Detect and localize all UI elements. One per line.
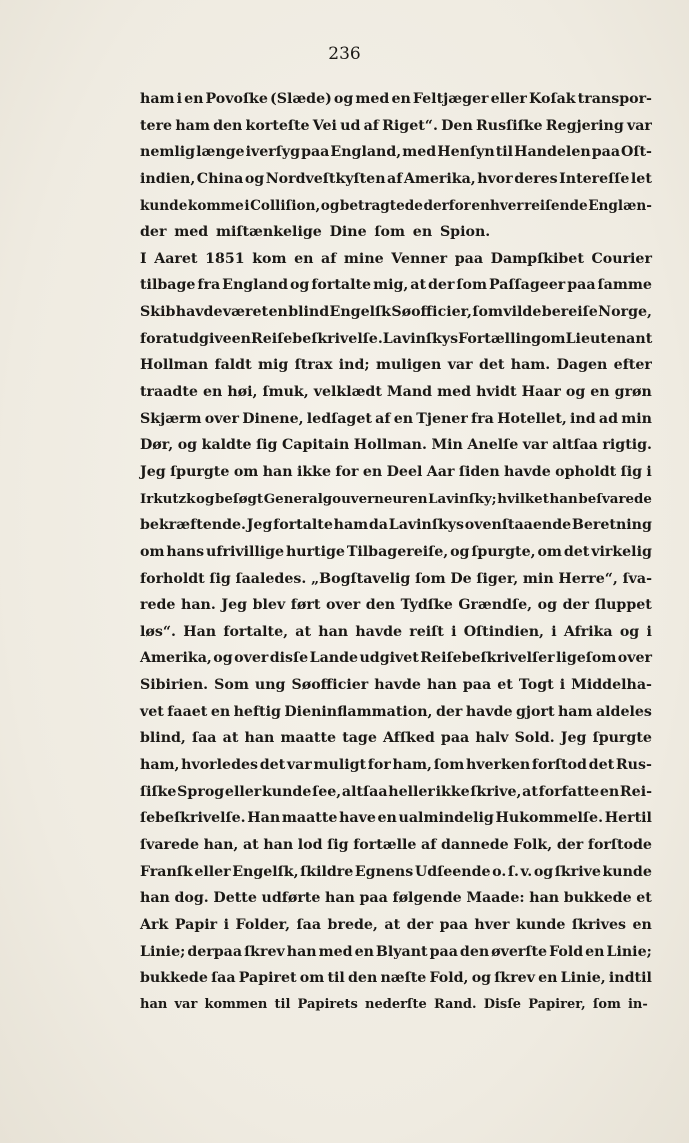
text-line: indien, China og Nordveſtkyſten af Amerika, hvor deres Intereſſe let <box>140 170 652 187</box>
text-line: Skjærm over Dinene, ledſaget af en Tjener fra Hotellet, ind ad min <box>140 410 652 427</box>
text-line: løs“. Han fortalte, at han havde reiſt i Oſtindien, i Afrika og i <box>140 623 652 640</box>
text-line: bukkede ſaa Papiret om til den næſte Fold, og ſkrev en Linie, indtil <box>140 970 652 987</box>
body-text <box>140 86 652 1018</box>
text-line: der med miſtænkelige Dine ſom en Spion. <box>140 224 491 241</box>
text-line: Jeg ſpurgte om han ikke for en Deel Aar ſiden havde opholdt ſig i <box>140 463 652 480</box>
text-line: ſvarede han, at han lod ſig fortælle af dannede Folk, der forſtode <box>140 836 652 853</box>
text-line: ſiſke Sprog eller kunde ſee, altſaa heller ikke ſkrive, at forfatte en Rei- <box>140 783 652 800</box>
text-line: ſebeſkrivelſe. Han maatte have en ualmindelig Hukommelſe. Hertil <box>140 810 652 827</box>
text-line: Dør, og kaldte ſig Capitain Hollman. Min Anelſe var altſaa rigtig. <box>140 437 652 454</box>
text-line: bekræftende. Jeg fortalte ham da Lavinſkys ovenſtaaende Beretning <box>140 517 652 534</box>
text-line: tere ham den korteſte Vei ud af Riget“. Den Rusſiſke Regjering var <box>140 117 652 134</box>
text-line: rede han. Jeg blev ført over den Tydſke Grændſe, og der ſluppet <box>140 597 652 614</box>
text-line: han var kommen til Papirets nederſte Rand. Disſe Papirer, ſom in- <box>140 996 648 1012</box>
text-line: han dog. Dette udførte han paa følgende Maade: han bukkede et <box>140 890 652 907</box>
text-line: Irkutzk og beſøgt Generalgouverneuren Lavinſky; hvilket han beſvarede <box>140 490 652 507</box>
text-line: Amerika, og over disſe Lande udgivet Reiſebeſkrivelſer ligeſom over <box>140 650 652 667</box>
text-line: Ark Papir i Folder, ſaa brede, at der paa hver kunde ſkrives en <box>140 916 652 933</box>
text-line: forholdt ſig ſaaledes. „Bogſtavelig ſom De ſiger, min Herre“, ſva- <box>140 570 652 587</box>
text-line: Hollman faldt mig ſtrax ind; muligen var det ham. Dagen efter <box>140 357 652 374</box>
text-line: kunde komme i Colliſion, og betragtede derfor enhver reiſende Englæn- <box>140 197 652 214</box>
text-line: I Aaret 1851 kom en af mine Venner paa Dampſkibet Courier <box>140 250 652 267</box>
text-line: traadte en høi, ſmuk, velklædt Mand med hvidt Haar og en grøn <box>140 384 652 401</box>
text-line: blind, ſaa at han maatte tage Afſked paa halv Sold. Jeg ſpurgte <box>140 730 652 747</box>
text-line: Skib havde været en blind Engelſk Søofficier, ſom vilde bereiſe Norge, <box>140 304 652 321</box>
text-line: om hans ufrivillige hurtige Tilbagereiſe, og ſpurgte, om det virkelig <box>140 543 652 560</box>
text-line: Sibirien. Som ung Søofficier havde han paa et Togt i Middelha- <box>140 677 652 694</box>
text-line: nemlig længe iverſyg paa England, med Henſyn til Handelen paa Oſt- <box>140 144 652 161</box>
text-line: vet faaet en heftig Dieninflammation, der havde gjort ham aldeles <box>140 703 652 720</box>
text-line: ham, hvorledes det var muligt for ham, ſom hverken forſtod det Rus- <box>140 757 652 774</box>
text-line: tilbage fra England og fortalte mig, at der ſom Paſſageer paa ſamme <box>140 277 652 294</box>
text-line: Linie; derpaa ſkrev han med en Blyant paa den øverſte Fold en Linie; <box>140 943 652 960</box>
text-line: ham i en Povoſke (Slæde) og med en Feltjæger eller Koſak transpor- <box>140 91 652 107</box>
page-number: 236 <box>328 44 361 64</box>
text-line: Franſk eller Engelſk, ſkildre Egnens Udſeende o. ſ. v. og ſkrive kunde <box>140 863 652 880</box>
text-line: for at udgive en Reiſebeſkrivelſe. Lavinſkys Fortælling om Lieutenant <box>140 330 653 347</box>
